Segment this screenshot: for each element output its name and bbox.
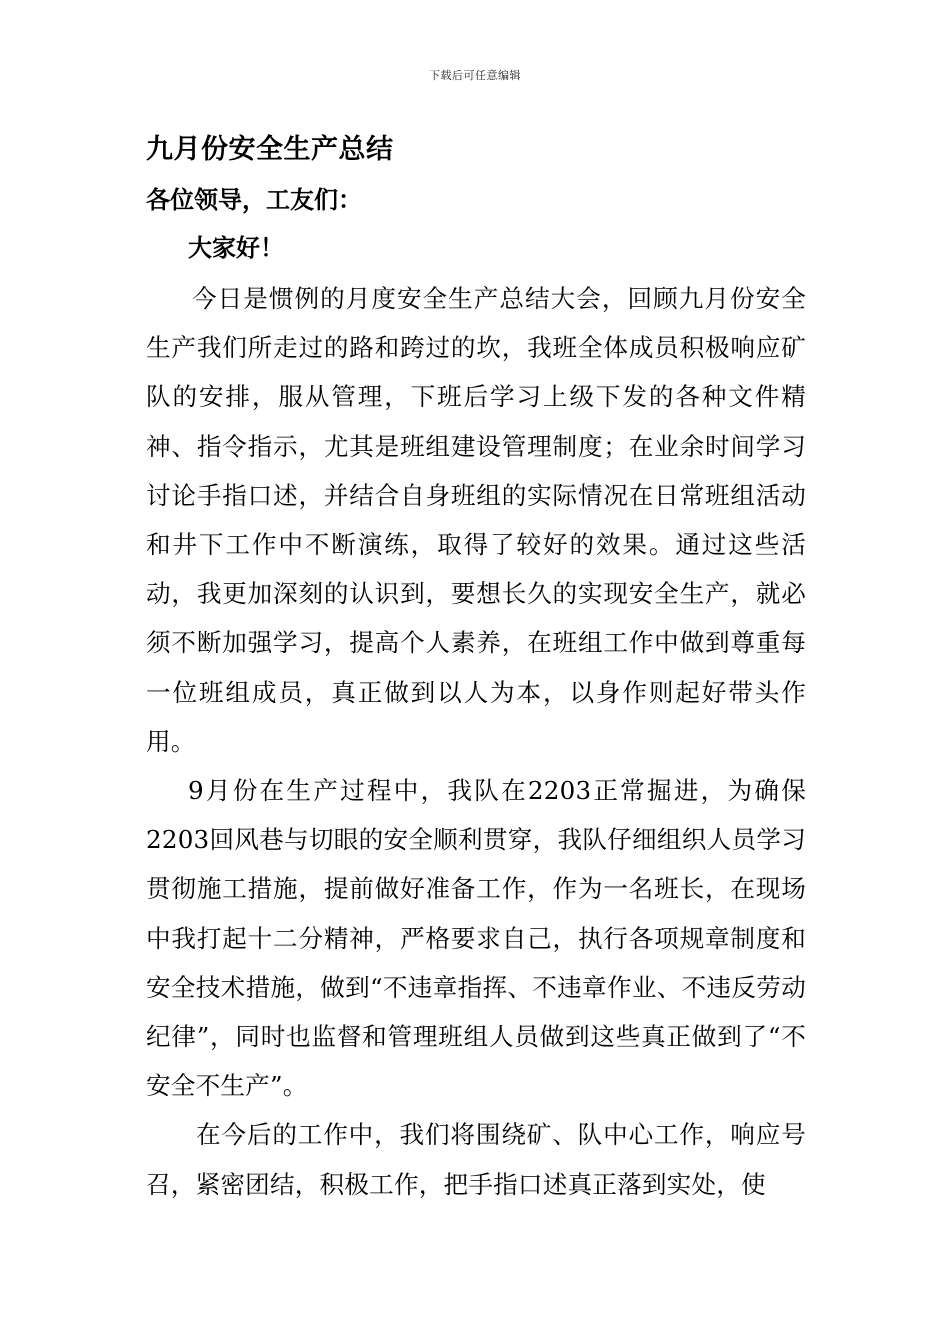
paragraph: 9月份在生产过程中，我队在2203正常掘进，为确保2203回风巷与切眼的安全顺利贯穿，我队仔细组织人员学习贯彻施工措施，提前做好准备工作，作为一名班长，在现场中我打起十二分精神，严格要求自己，执行各项规章制度和安全技术措施，做到“不违章指挥、不违章作业、不违反劳动纪律”，同时也监督和管理班组人员做到这些真正做到了“不安全不生产”。 — [146, 776, 806, 1101]
header-note: 下载后可任意编辑 — [429, 69, 521, 82]
salutation: 各位领导，工友们： — [146, 186, 362, 214]
document-body — [146, 128, 806, 1209]
paragraph: 在今后的工作中，我们将围绕矿、队中心工作，响应号召，紧密团结，积极工作，把手指口述真正落到实处，使 — [146, 1120, 806, 1199]
greeting-line: 大家好！ — [188, 234, 284, 262]
paragraph: 今日是惯例的月度安全生产总结大会，回顾九月份安全生产我们所走过的路和跨过的坎，我班全体成员积极响应矿队的安排，服从管理，下班后学习上级下发的各种文件精神、指令指示，尤其是班组建设管理制度；在业余时间学习讨论手指口述，并结合自身班组的实际情况在日常班组活动和井下工作中不断演练，取得了较好的效果。通过这些活动，我更加深刻的认识到，要想长久的实现安全生产，就必须不断加强学习，提高个人素养，在班组工作中做到尊重每一位班组成员，真正做到以人为本，以身作则起好带头作用。 — [146, 284, 806, 756]
document-title: 九月份安全生产总结 — [146, 134, 394, 165]
